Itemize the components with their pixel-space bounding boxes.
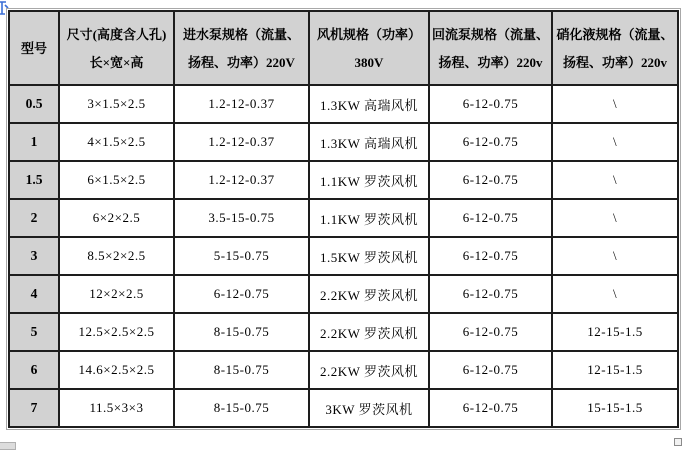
cell-size: 12.5×2.5×2.5 (59, 313, 174, 351)
cell-size: 12×2×2.5 (59, 275, 174, 313)
cell-nitrate: \ (552, 123, 678, 161)
cell-size: 8.5×2×2.5 (59, 237, 174, 275)
cell-nitrate: \ (552, 161, 678, 199)
table-row (9, 199, 678, 237)
cell-inlet: 1.2-12-0.37 (174, 85, 309, 123)
cell-size: 6×1.5×2.5 (59, 161, 174, 199)
cell-fan: 1.5KW 罗茨风机 (309, 237, 429, 275)
column-header-reflux-line: 回流泵规格（流量、 (432, 26, 550, 42)
table-row (9, 237, 678, 275)
table-resize-handle[interactable] (674, 438, 682, 446)
cell-model: 0.5 (9, 85, 59, 123)
table-row (9, 85, 678, 123)
column-header-reflux-line: 扬程、功率）220v (438, 54, 543, 70)
column-header-fan (309, 11, 429, 85)
cell-inlet: 8-15-0.75 (174, 351, 309, 389)
cell-inlet: 1.2-12-0.37 (174, 161, 309, 199)
column-header-nitrate (552, 11, 678, 85)
cell-fan: 1.1KW 罗茨风机 (309, 161, 429, 199)
cell-inlet: 5-15-0.75 (174, 237, 309, 275)
header-row (9, 11, 678, 85)
cell-model: 6 (9, 351, 59, 389)
table-row (9, 313, 678, 351)
cell-model: 4 (9, 275, 59, 313)
cell-model: 2 (9, 199, 59, 237)
cell-nitrate: \ (552, 199, 678, 237)
left-edge-handle (0, 442, 16, 450)
column-header-nitrate-line: 扬程、功率）220v (563, 54, 668, 70)
cell-reflux: 6-12-0.75 (429, 389, 552, 427)
cell-reflux: 6-12-0.75 (429, 85, 552, 123)
cell-reflux: 6-12-0.75 (429, 161, 552, 199)
cell-inlet: 6-12-0.75 (174, 275, 309, 313)
column-header-size-line: 长×宽×高 (89, 54, 144, 70)
table-row (9, 351, 678, 389)
cell-nitrate: 15-15-1.5 (552, 389, 678, 427)
column-header-inlet-line: 进水泵规格（流量、 (182, 26, 300, 42)
column-header-size (59, 11, 174, 85)
cell-nitrate: 12-15-1.5 (552, 313, 678, 351)
cell-reflux: 6-12-0.75 (429, 351, 552, 389)
cell-model: 7 (9, 389, 59, 427)
column-header-size-line: 尺寸(高度含人孔) (66, 26, 167, 42)
table-row (9, 389, 678, 427)
cell-reflux: 6-12-0.75 (429, 237, 552, 275)
column-header-model-line: 型号 (20, 40, 47, 56)
cell-size: 14.6×2.5×2.5 (59, 351, 174, 389)
column-header-fan-line: 风机规格（功率） (316, 26, 421, 42)
table-row (9, 161, 678, 199)
column-header-fan-line: 380V (354, 54, 384, 70)
cell-reflux: 6-12-0.75 (429, 313, 552, 351)
cell-size: 11.5×3×3 (59, 389, 174, 427)
column-header-reflux (429, 11, 552, 85)
column-header-inlet-line: 扬程、功率）220V (188, 54, 295, 70)
cell-inlet: 3.5-15-0.75 (174, 199, 309, 237)
table-row (9, 123, 678, 161)
column-header-inlet (174, 11, 309, 85)
cell-model: 5 (9, 313, 59, 351)
cell-fan: 2.2KW 罗茨风机 (309, 351, 429, 389)
cell-nitrate: \ (552, 237, 678, 275)
equipment-spec-table (8, 10, 679, 428)
cell-model: 1 (9, 123, 59, 161)
cell-reflux: 6-12-0.75 (429, 199, 552, 237)
cell-nitrate: \ (552, 275, 678, 313)
cell-fan: 3KW 罗茨风机 (309, 389, 429, 427)
cell-inlet: 1.2-12-0.37 (174, 123, 309, 161)
cell-size: 4×1.5×2.5 (59, 123, 174, 161)
cell-fan: 1.1KW 罗茨风机 (309, 199, 429, 237)
cell-model: 1.5 (9, 161, 59, 199)
cell-inlet: 8-15-0.75 (174, 389, 309, 427)
cell-reflux: 6-12-0.75 (429, 123, 552, 161)
column-header-nitrate-line: 硝化液规格（流量、 (556, 26, 674, 42)
column-header-model (9, 11, 59, 85)
cell-fan: 2.2KW 罗茨风机 (309, 275, 429, 313)
cell-size: 6×2×2.5 (59, 199, 174, 237)
cell-inlet: 8-15-0.75 (174, 313, 309, 351)
cell-nitrate: 12-15-1.5 (552, 351, 678, 389)
cell-size: 3×1.5×2.5 (59, 85, 174, 123)
cell-nitrate: \ (552, 85, 678, 123)
cell-fan: 1.3KW 高瑞风机 (309, 85, 429, 123)
cell-fan: 1.3KW 高瑞风机 (309, 123, 429, 161)
cell-reflux: 6-12-0.75 (429, 275, 552, 313)
cell-fan: 2.2KW 罗茨风机 (309, 313, 429, 351)
table-row (9, 275, 678, 313)
cell-model: 3 (9, 237, 59, 275)
